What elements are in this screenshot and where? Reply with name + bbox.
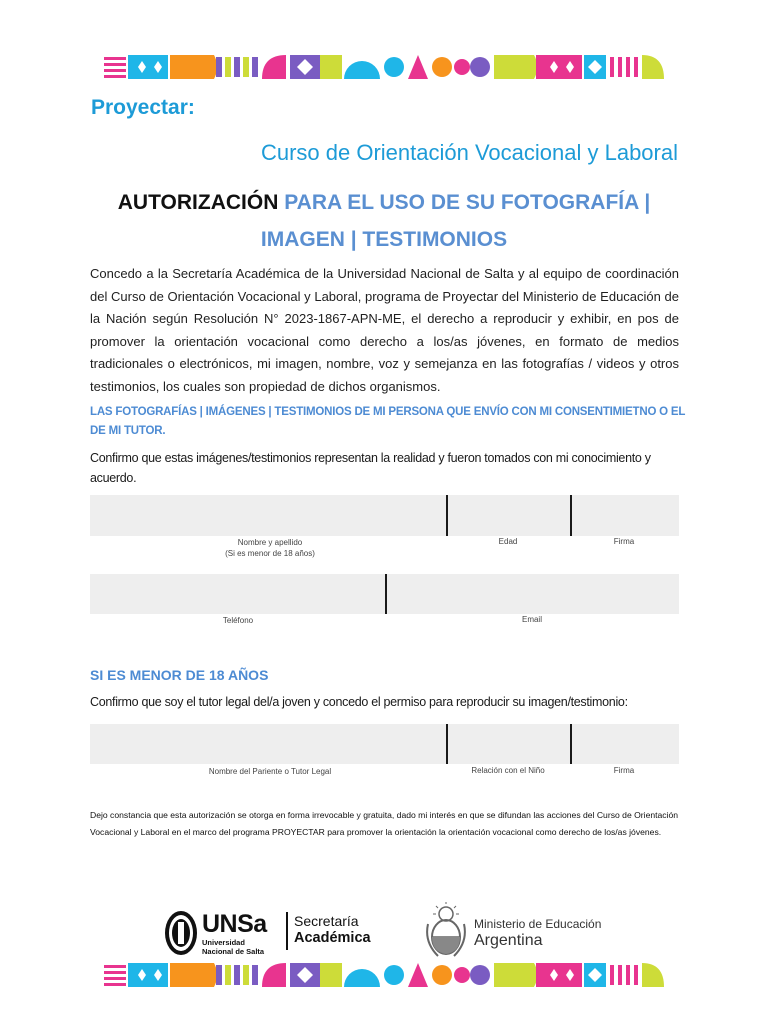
age-field[interactable] [448, 495, 570, 536]
signature-label: Firma [613, 537, 635, 546]
unsa-emblem-icon [164, 910, 198, 956]
minor-confirm-statement: Confirmo que soy el tutor legal del/a joven y concedo el permiso para reproducir su imagen/testimonio: [90, 695, 628, 709]
secretaria-text: Secretaría [294, 913, 359, 929]
unsa-sub-1: Universidad [202, 938, 245, 947]
name-field[interactable] [90, 495, 446, 536]
form-row-guardian [90, 724, 679, 764]
form-row-contact [90, 574, 679, 614]
consent-paragraph: Concedo a la Secretaría Académica de la Universidad Nacional de Salta y al equipo de coordinación del Curso de Orientación Vocacional y Laboral, programa de Proyectar del Ministerio de Educación de la Nación según Resolución N° 2023-1867-APN-ME, el derecho a reproducir y exhibir, en pos de promover la orientación vocacional como derecho a los/as jóvenes, en formato de medios tradicionales o electrónicos, mi imagen, nombre, voz y semejanza en las fotografías / videos y otros testimonios, los cuales son propiedad de dichos organismos. [90, 266, 679, 394]
name-label-text: Nombre y apellido [237, 538, 303, 547]
guardian-name-field[interactable] [90, 724, 446, 764]
logo-divider [286, 912, 288, 950]
form-row-personal [90, 495, 679, 536]
photos-heading: LAS FOTOGRAFÍAS | IMÁGENES | TESTIMONIOS DE MI PERSONA QUE ENVÍO CON MI CONSENTIMIETNO O EL DE MI TUTOR. [90, 406, 686, 437]
name-label-sub: (Si es menor de 18 años) [225, 549, 315, 558]
ministerio-text: Ministerio de Educación [474, 917, 602, 931]
guardian-name-label: Nombre del Pariente o Tutor Legal [208, 767, 332, 776]
confirm-statement: Confirmo que estas imágenes/testimonios representan la realidad y fueron tomados con mi conocimiento y acuerdo. [90, 451, 651, 485]
minor-heading: SI ES MENOR DE 18 AÑOS [90, 667, 269, 683]
program-title: Proyectar: [91, 96, 195, 119]
guardian-signature-field[interactable] [572, 724, 679, 764]
argentina-text: Argentina [474, 932, 543, 949]
age-label: Edad [498, 537, 518, 546]
document-title-blue-2: IMAGEN | TESTIMONIOS [260, 228, 508, 251]
unsa-subtitle [202, 939, 264, 956]
logos-strip [158, 902, 678, 960]
relation-field[interactable] [448, 724, 570, 764]
unsa-sub-2: Nacional de Salta [202, 946, 265, 956]
email-field[interactable] [387, 574, 679, 614]
phone-label: Teléfono [222, 616, 254, 625]
document-title [60, 184, 708, 258]
academica-text: Académica [294, 930, 371, 946]
document-title-dark: AUTORIZACIÓN [117, 191, 279, 214]
argentina-coat-of-arms-icon [424, 902, 468, 960]
decorative-pattern-band-bottom [104, 963, 664, 987]
signature-field[interactable] [572, 495, 679, 536]
relation-label: Relación con el Niño [471, 766, 545, 775]
name-label [180, 537, 360, 559]
course-title: Curso de Orientación Vocacional y Laboral [260, 140, 678, 165]
unsa-logo-text: UNSa [202, 910, 267, 938]
guardian-signature-label: Firma [613, 766, 635, 775]
decorative-pattern-band-top [104, 55, 664, 79]
secretaria-logo [294, 913, 371, 946]
footer-note: Dejo constancia que esta autorización se otorga en forma irrevocable y gratuita, dado mi interés en que se difundan las acciones del Curso de Orientación Vocacional y Laboral en el marco del programa PROYECTAR para promover la orientación la orientación vocacional como derecho de los/as jóvenes. [90, 810, 679, 837]
email-label: Email [521, 615, 542, 624]
document-title-blue-1: PARA EL USO DE SU FOTOGRAFÍA | [278, 191, 651, 214]
phone-field[interactable] [90, 574, 385, 614]
